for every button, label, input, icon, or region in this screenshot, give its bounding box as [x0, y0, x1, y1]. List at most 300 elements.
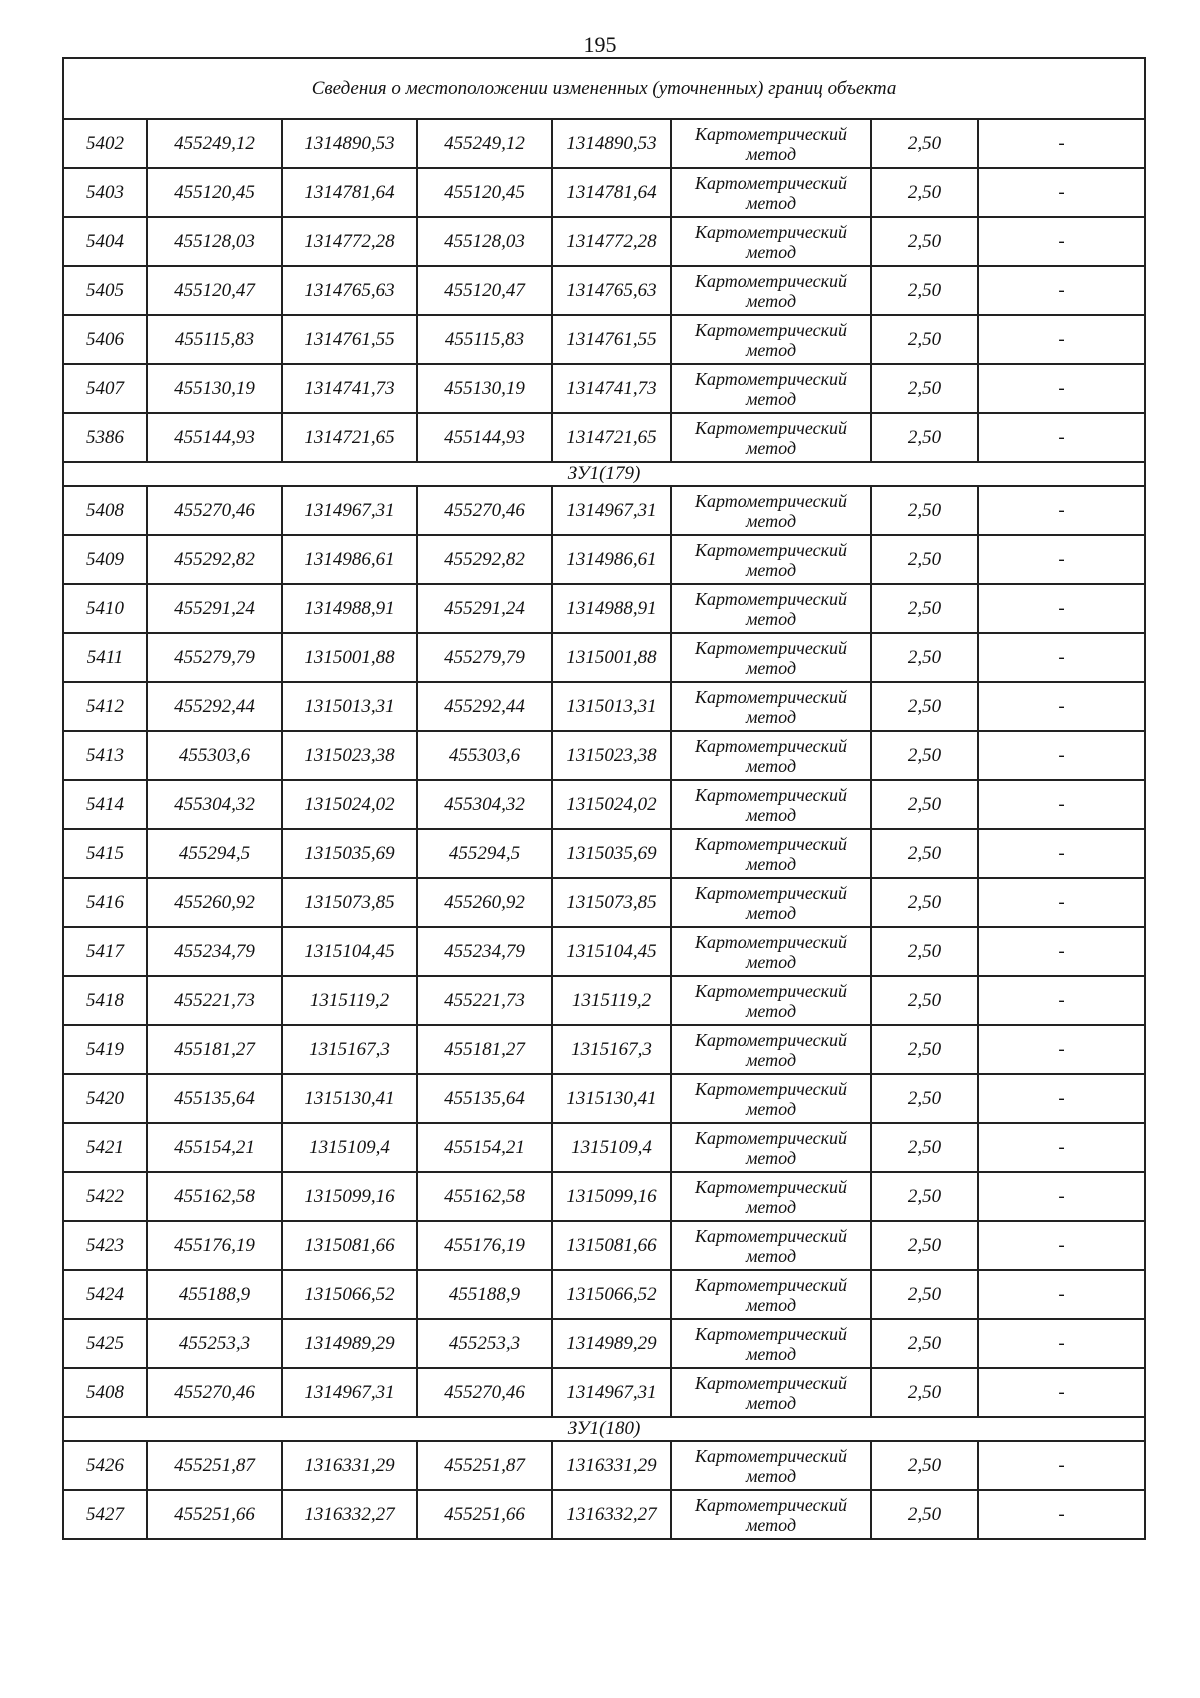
x-existing-cell: 455249,12: [147, 119, 282, 168]
y-existing-cell: 1315024,02: [282, 780, 417, 829]
point-number-cell: 5425: [63, 1319, 147, 1368]
table-row: [63, 1123, 1145, 1172]
y-existing-cell: 1314721,65: [282, 413, 417, 462]
y-refined-cell: 1315119,2: [552, 976, 671, 1025]
note-cell: -: [978, 486, 1145, 535]
method-text: Картометрический: [694, 417, 847, 438]
note-cell: -: [978, 584, 1145, 633]
x-existing-cell: 455291,24: [147, 584, 282, 633]
method-text: метод: [745, 1098, 797, 1119]
table-row: [63, 780, 1145, 829]
method-text: метод: [745, 755, 797, 776]
table-row: [63, 1172, 1145, 1221]
method-cell: [671, 927, 871, 976]
y-refined-cell: 1314741,73: [552, 364, 671, 413]
method-text: Картометрический: [694, 123, 847, 144]
x-existing-cell: 455260,92: [147, 878, 282, 927]
method-cell: [671, 266, 871, 315]
method-cell: [671, 486, 871, 535]
y-existing-cell: 1314781,64: [282, 168, 417, 217]
y-existing-cell: 1315104,45: [282, 927, 417, 976]
coordinates-table: [62, 57, 1146, 1540]
method-cell: [671, 682, 871, 731]
table-row: [63, 1319, 1145, 1368]
method-text: метод: [745, 510, 797, 531]
note-cell: -: [978, 1368, 1145, 1417]
x-existing-cell: 455292,82: [147, 535, 282, 584]
method-cell: [671, 315, 871, 364]
x-existing-cell: 455115,83: [147, 315, 282, 364]
x-existing-cell: 455128,03: [147, 217, 282, 266]
method-cell: [671, 976, 871, 1025]
y-refined-cell: 1315023,38: [552, 731, 671, 780]
method-text: Картометрический: [694, 1225, 847, 1246]
table-row: [63, 217, 1145, 266]
x-existing-cell: 455294,5: [147, 829, 282, 878]
point-number-cell: 5418: [63, 976, 147, 1025]
accuracy-cell: 2,50: [871, 266, 978, 315]
method-cell: [671, 168, 871, 217]
point-number-cell: 5409: [63, 535, 147, 584]
table-row: [63, 119, 1145, 168]
method-cell: [671, 1368, 871, 1417]
accuracy-cell: 2,50: [871, 1270, 978, 1319]
table-row: [63, 976, 1145, 1025]
accuracy-cell: 2,50: [871, 633, 978, 682]
table-row: [63, 731, 1145, 780]
point-number-cell: 5408: [63, 1368, 147, 1417]
accuracy-cell: 2,50: [871, 1319, 978, 1368]
table-row: [63, 1368, 1145, 1417]
point-number-cell: 5407: [63, 364, 147, 413]
y-refined-cell: 1315013,31: [552, 682, 671, 731]
x-refined-cell: 455128,03: [417, 217, 552, 266]
note-cell: -: [978, 1490, 1145, 1539]
method-cell: [671, 1490, 871, 1539]
table-row: [63, 829, 1145, 878]
x-existing-cell: 455181,27: [147, 1025, 282, 1074]
section-header-row: [63, 462, 1145, 486]
method-text: Картометрический: [694, 221, 847, 242]
y-refined-cell: 1315073,85: [552, 878, 671, 927]
note-cell: -: [978, 731, 1145, 780]
note-cell: -: [978, 1270, 1145, 1319]
method-text: Картометрический: [694, 270, 847, 291]
y-refined-cell: 1316332,27: [552, 1490, 671, 1539]
table-row: [63, 413, 1145, 462]
note-cell: -: [978, 829, 1145, 878]
table-row: [63, 266, 1145, 315]
method-cell: [671, 780, 871, 829]
method-text: метод: [745, 143, 797, 164]
x-refined-cell: 455130,19: [417, 364, 552, 413]
accuracy-cell: 2,50: [871, 829, 978, 878]
x-refined-cell: 455260,92: [417, 878, 552, 927]
method-text: метод: [745, 804, 797, 825]
table-row: [63, 1025, 1145, 1074]
x-refined-cell: 455188,9: [417, 1270, 552, 1319]
point-number-cell: 5412: [63, 682, 147, 731]
y-refined-cell: 1315001,88: [552, 633, 671, 682]
y-existing-cell: 1314765,63: [282, 266, 417, 315]
method-text: метод: [745, 1514, 797, 1535]
table-row: [63, 633, 1145, 682]
note-cell: -: [978, 927, 1145, 976]
point-number-cell: 5402: [63, 119, 147, 168]
note-cell: -: [978, 315, 1145, 364]
method-text: Картометрический: [694, 980, 847, 1001]
x-existing-cell: 455270,46: [147, 1368, 282, 1417]
y-existing-cell: 1314741,73: [282, 364, 417, 413]
point-number-cell: 5411: [63, 633, 147, 682]
method-cell: [671, 1319, 871, 1368]
x-refined-cell: 455270,46: [417, 1368, 552, 1417]
table-row: [63, 1074, 1145, 1123]
accuracy-cell: 2,50: [871, 731, 978, 780]
method-cell: [671, 413, 871, 462]
method-text: Картометрический: [694, 368, 847, 389]
y-refined-cell: 1314721,65: [552, 413, 671, 462]
method-text: метод: [745, 853, 797, 874]
x-existing-cell: 455304,32: [147, 780, 282, 829]
accuracy-cell: 2,50: [871, 584, 978, 633]
point-number-cell: 5386: [63, 413, 147, 462]
note-cell: -: [978, 1172, 1145, 1221]
method-text: Картометрический: [694, 735, 847, 756]
x-refined-cell: 455181,27: [417, 1025, 552, 1074]
accuracy-cell: 2,50: [871, 364, 978, 413]
x-refined-cell: 455135,64: [417, 1074, 552, 1123]
method-text: Картометрический: [694, 172, 847, 193]
point-number-cell: 5419: [63, 1025, 147, 1074]
method-text: Картометрический: [694, 1029, 847, 1050]
method-text: Картометрический: [694, 1323, 847, 1344]
method-text: метод: [745, 657, 797, 678]
x-refined-cell: 455144,93: [417, 413, 552, 462]
x-refined-cell: 455154,21: [417, 1123, 552, 1172]
note-cell: -: [978, 1319, 1145, 1368]
note-cell: -: [978, 413, 1145, 462]
y-refined-cell: 1314967,31: [552, 1368, 671, 1417]
x-refined-cell: 455249,12: [417, 119, 552, 168]
x-existing-cell: 455144,93: [147, 413, 282, 462]
x-existing-cell: 455162,58: [147, 1172, 282, 1221]
y-refined-cell: 1315104,45: [552, 927, 671, 976]
accuracy-cell: 2,50: [871, 976, 978, 1025]
method-cell: [671, 1025, 871, 1074]
method-text: Картометрический: [694, 490, 847, 511]
x-existing-cell: 455292,44: [147, 682, 282, 731]
y-refined-cell: 1315081,66: [552, 1221, 671, 1270]
method-text: метод: [745, 1294, 797, 1315]
section-label: ЗУ1(179): [63, 462, 1145, 486]
x-refined-cell: 455294,5: [417, 829, 552, 878]
method-text: Картометрический: [694, 1372, 847, 1393]
point-number-cell: 5406: [63, 315, 147, 364]
x-existing-cell: 455154,21: [147, 1123, 282, 1172]
y-existing-cell: 1314772,28: [282, 217, 417, 266]
method-text: метод: [745, 951, 797, 972]
method-cell: [671, 217, 871, 266]
table-row: [63, 927, 1145, 976]
method-cell: [671, 535, 871, 584]
method-cell: [671, 1074, 871, 1123]
method-text: Картометрический: [694, 637, 847, 658]
y-existing-cell: 1314761,55: [282, 315, 417, 364]
y-refined-cell: 1315130,41: [552, 1074, 671, 1123]
note-cell: -: [978, 1025, 1145, 1074]
method-cell: [671, 584, 871, 633]
y-refined-cell: 1314781,64: [552, 168, 671, 217]
method-cell: [671, 1221, 871, 1270]
method-text: метод: [745, 1465, 797, 1486]
x-refined-cell: 455115,83: [417, 315, 552, 364]
table-row: [63, 1270, 1145, 1319]
y-refined-cell: 1315167,3: [552, 1025, 671, 1074]
method-cell: [671, 1441, 871, 1490]
point-number-cell: 5416: [63, 878, 147, 927]
method-text: метод: [745, 706, 797, 727]
y-existing-cell: 1316331,29: [282, 1441, 417, 1490]
y-existing-cell: 1315130,41: [282, 1074, 417, 1123]
y-refined-cell: 1314890,53: [552, 119, 671, 168]
y-existing-cell: 1315167,3: [282, 1025, 417, 1074]
accuracy-cell: 2,50: [871, 315, 978, 364]
method-cell: [671, 633, 871, 682]
note-cell: -: [978, 119, 1145, 168]
x-existing-cell: 455303,6: [147, 731, 282, 780]
point-number-cell: 5408: [63, 486, 147, 535]
method-text: метод: [745, 902, 797, 923]
method-text: метод: [745, 608, 797, 629]
x-existing-cell: 455130,19: [147, 364, 282, 413]
x-existing-cell: 455251,87: [147, 1441, 282, 1490]
method-cell: [671, 364, 871, 413]
method-text: метод: [745, 339, 797, 360]
method-text: метод: [745, 1049, 797, 1070]
point-number-cell: 5426: [63, 1441, 147, 1490]
x-existing-cell: 455270,46: [147, 486, 282, 535]
x-existing-cell: 455221,73: [147, 976, 282, 1025]
y-existing-cell: 1315109,4: [282, 1123, 417, 1172]
point-number-cell: 5424: [63, 1270, 147, 1319]
y-refined-cell: 1314989,29: [552, 1319, 671, 1368]
y-existing-cell: 1315073,85: [282, 878, 417, 927]
x-refined-cell: 455304,32: [417, 780, 552, 829]
y-existing-cell: 1314986,61: [282, 535, 417, 584]
point-number-cell: 5414: [63, 780, 147, 829]
y-refined-cell: 1314986,61: [552, 535, 671, 584]
y-existing-cell: 1314967,31: [282, 486, 417, 535]
section-header-row: [63, 1417, 1145, 1441]
accuracy-cell: 2,50: [871, 217, 978, 266]
accuracy-cell: 2,50: [871, 780, 978, 829]
method-text: метод: [745, 388, 797, 409]
x-refined-cell: 455176,19: [417, 1221, 552, 1270]
x-refined-cell: 455291,24: [417, 584, 552, 633]
point-number-cell: 5413: [63, 731, 147, 780]
method-cell: [671, 1270, 871, 1319]
y-existing-cell: 1315023,38: [282, 731, 417, 780]
accuracy-cell: 2,50: [871, 535, 978, 584]
table-row: [63, 1490, 1145, 1539]
point-number-cell: 5403: [63, 168, 147, 217]
method-cell: [671, 1172, 871, 1221]
note-cell: -: [978, 633, 1145, 682]
y-refined-cell: 1314761,55: [552, 315, 671, 364]
method-cell: [671, 829, 871, 878]
point-number-cell: 5417: [63, 927, 147, 976]
y-existing-cell: 1315035,69: [282, 829, 417, 878]
table-row: [63, 682, 1145, 731]
note-cell: -: [978, 976, 1145, 1025]
point-number-cell: 5423: [63, 1221, 147, 1270]
section-label: ЗУ1(180): [63, 1417, 1145, 1441]
point-number-cell: 5415: [63, 829, 147, 878]
method-text: метод: [745, 559, 797, 580]
x-refined-cell: 455251,66: [417, 1490, 552, 1539]
method-text: метод: [745, 1343, 797, 1364]
y-existing-cell: 1315099,16: [282, 1172, 417, 1221]
y-refined-cell: 1314772,28: [552, 217, 671, 266]
table-row: [63, 535, 1145, 584]
method-text: метод: [745, 192, 797, 213]
accuracy-cell: 2,50: [871, 878, 978, 927]
method-text: метод: [745, 1196, 797, 1217]
method-cell: [671, 119, 871, 168]
x-existing-cell: 455135,64: [147, 1074, 282, 1123]
y-existing-cell: 1315066,52: [282, 1270, 417, 1319]
y-refined-cell: 1314967,31: [552, 486, 671, 535]
accuracy-cell: 2,50: [871, 486, 978, 535]
x-refined-cell: 455251,87: [417, 1441, 552, 1490]
method-text: Картометрический: [694, 686, 847, 707]
method-text: метод: [745, 437, 797, 458]
note-cell: -: [978, 217, 1145, 266]
page-number: 195: [583, 32, 617, 57]
x-refined-cell: 455120,45: [417, 168, 552, 217]
x-refined-cell: 455279,79: [417, 633, 552, 682]
accuracy-cell: 2,50: [871, 168, 978, 217]
accuracy-cell: 2,50: [871, 1221, 978, 1270]
method-cell: [671, 731, 871, 780]
method-text: Картометрический: [694, 1445, 847, 1466]
x-existing-cell: 455234,79: [147, 927, 282, 976]
note-cell: -: [978, 364, 1145, 413]
x-refined-cell: 455234,79: [417, 927, 552, 976]
accuracy-cell: 2,50: [871, 1074, 978, 1123]
table-row: [63, 1221, 1145, 1270]
x-refined-cell: 455162,58: [417, 1172, 552, 1221]
y-existing-cell: 1314989,29: [282, 1319, 417, 1368]
x-existing-cell: 455176,19: [147, 1221, 282, 1270]
table-row: [63, 364, 1145, 413]
note-cell: -: [978, 682, 1145, 731]
point-number-cell: 5422: [63, 1172, 147, 1221]
note-cell: -: [978, 1123, 1145, 1172]
x-refined-cell: 455253,3: [417, 1319, 552, 1368]
y-refined-cell: 1315109,4: [552, 1123, 671, 1172]
x-existing-cell: 455253,3: [147, 1319, 282, 1368]
table-row: [63, 315, 1145, 364]
x-existing-cell: 455120,45: [147, 168, 282, 217]
accuracy-cell: 2,50: [871, 1368, 978, 1417]
x-refined-cell: 455120,47: [417, 266, 552, 315]
y-refined-cell: 1314765,63: [552, 266, 671, 315]
method-text: метод: [745, 241, 797, 262]
point-number-cell: 5427: [63, 1490, 147, 1539]
y-refined-cell: 1315035,69: [552, 829, 671, 878]
note-cell: -: [978, 1221, 1145, 1270]
method-text: Картометрический: [694, 1127, 847, 1148]
note-cell: -: [978, 780, 1145, 829]
x-existing-cell: 455188,9: [147, 1270, 282, 1319]
method-text: Картометрический: [694, 319, 847, 340]
y-refined-cell: 1315024,02: [552, 780, 671, 829]
table-body: [63, 58, 1145, 1539]
note-cell: -: [978, 1441, 1145, 1490]
x-refined-cell: 455303,6: [417, 731, 552, 780]
x-refined-cell: 455292,82: [417, 535, 552, 584]
method-text: Картометрический: [694, 784, 847, 805]
y-refined-cell: 1314988,91: [552, 584, 671, 633]
point-number-cell: 5404: [63, 217, 147, 266]
accuracy-cell: 2,50: [871, 1441, 978, 1490]
point-number-cell: 5410: [63, 584, 147, 633]
x-existing-cell: 455279,79: [147, 633, 282, 682]
note-cell: -: [978, 878, 1145, 927]
accuracy-cell: 2,50: [871, 1123, 978, 1172]
table-row: [63, 1441, 1145, 1490]
y-existing-cell: 1314890,53: [282, 119, 417, 168]
table-row: [63, 584, 1145, 633]
y-existing-cell: 1315013,31: [282, 682, 417, 731]
method-text: Картометрический: [694, 1274, 847, 1295]
accuracy-cell: 2,50: [871, 1490, 978, 1539]
x-refined-cell: 455270,46: [417, 486, 552, 535]
method-text: Картометрический: [694, 931, 847, 952]
point-number-cell: 5421: [63, 1123, 147, 1172]
note-cell: -: [978, 535, 1145, 584]
accuracy-cell: 2,50: [871, 682, 978, 731]
note-cell: -: [978, 168, 1145, 217]
accuracy-cell: 2,50: [871, 1172, 978, 1221]
method-text: Картометрический: [694, 1078, 847, 1099]
x-existing-cell: 455251,66: [147, 1490, 282, 1539]
method-text: Картометрический: [694, 539, 847, 560]
accuracy-cell: 2,50: [871, 413, 978, 462]
accuracy-cell: 2,50: [871, 119, 978, 168]
point-number-cell: 5420: [63, 1074, 147, 1123]
method-text: метод: [745, 1147, 797, 1168]
y-existing-cell: 1314967,31: [282, 1368, 417, 1417]
method-text: Картометрический: [694, 588, 847, 609]
x-refined-cell: 455292,44: [417, 682, 552, 731]
y-existing-cell: 1316332,27: [282, 1490, 417, 1539]
method-text: метод: [745, 1245, 797, 1266]
y-existing-cell: 1314988,91: [282, 584, 417, 633]
y-refined-cell: 1316331,29: [552, 1441, 671, 1490]
y-existing-cell: 1315001,88: [282, 633, 417, 682]
y-existing-cell: 1315119,2: [282, 976, 417, 1025]
method-cell: [671, 878, 871, 927]
table-row: [63, 486, 1145, 535]
table-title: Сведения о местоположении измененных (уточненных) границ объекта: [63, 58, 1145, 119]
method-text: Картометрический: [694, 1176, 847, 1197]
method-text: Картометрический: [694, 882, 847, 903]
y-refined-cell: 1315099,16: [552, 1172, 671, 1221]
y-refined-cell: 1315066,52: [552, 1270, 671, 1319]
